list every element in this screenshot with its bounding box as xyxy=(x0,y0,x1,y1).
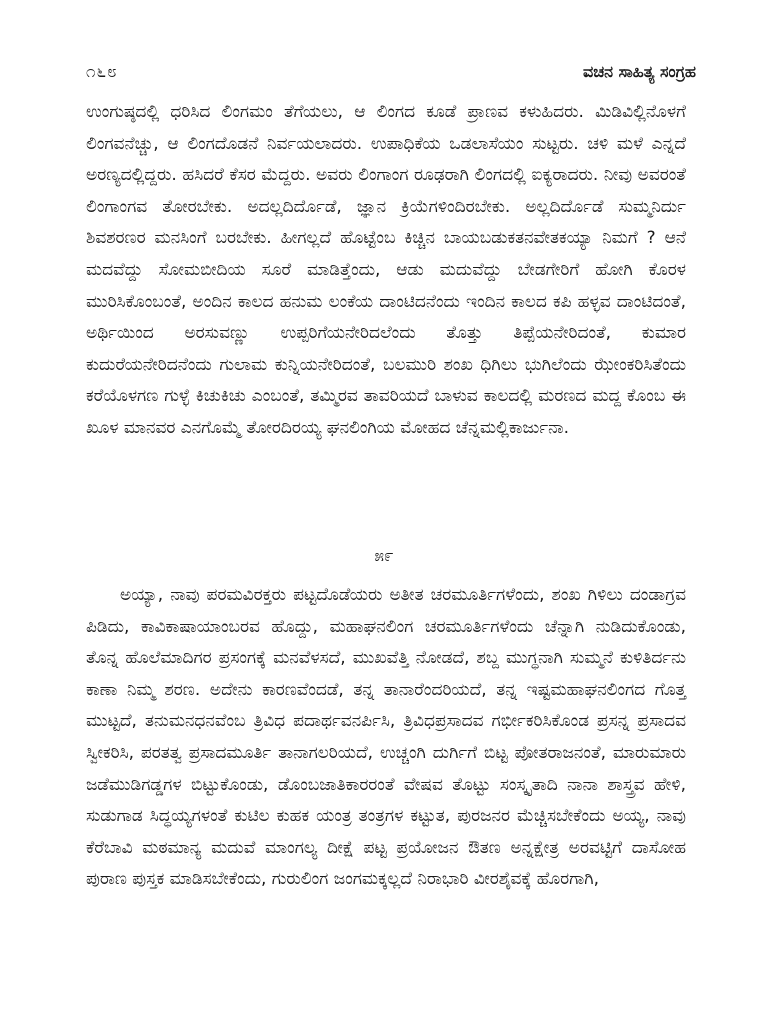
page-header xyxy=(86,62,696,86)
verse-number: ೫೯ xyxy=(374,546,394,566)
running-title: ವಚನ ಸಾಹಿತ್ಯ ಸಂಗ್ರಹ xyxy=(582,62,696,81)
verse-59-text: ಅಯ್ಯಾ, ನಾವು ಪರಮವಿರಕ್ತರು ಪಟ್ಟದೊಡೆಯರು ಅತೀತ ಚರಮೂರ್ತಿಗಳೆಂದು, ಶಂಖ ಗಿಳಿಲು ದಂಡಾಗ್ರವ ಪಿಡಿದು, ಕಾವಿಕಾಷಾಯಾಂಬರವ ಹೊದ್ದು, ಮಹಾಘನಲಿಂಗ ಚರಮೂರ್ತಿಗಳೆಂದು ಚೆನ್ನಾಗಿ ನುಡಿದುಕೊಂಡು, ತೊನ್ನ ಹೊಲೆಮಾದಿಗರ ಪ್ರಸಂಗಕ್ಕೆ ಮನವೆಳಸದೆ, ಮುಖವೆತ್ತಿ ನೋಡದೆ, ಶಬ್ದ ಮುಗ್ಧನಾಗಿ ಸುಮ್ಮನೆ ಕುಳಿತಿರ್ದನು ಕಾಣಾ ನಿಮ್ಮ ಶರಣ. ಅದೇನು ಕಾರಣವೆಂದಡೆ, ತನ್ನ ತಾನಾರೆಂದರಿಯದೆ, ತನ್ನ ಇಷ್ಟಮಹಾಘನಲಿಂಗದ ಗೊತ್ತ ಮುಟ್ಟದೆ, ತನುಮನಧನವೆಂಬ ತ್ರಿವಿಧ ಪದಾರ್ಥವನರ್ಪಿಸಿ, ತ್ರಿವಿಧಪ್ರಸಾದವ ಗರ್ಭೀಕರಿಸಿಕೊಂಡ ಪ್ರಸನ್ನ ಪ್ರಸಾದವ ಸ್ವೀಕರಿಸಿ, ಪರತತ್ವ ಪ್ರಸಾದಮೂರ್ತಿ ತಾನಾಗಲರಿಯದೆ, ಉಚ್ಚಂಗಿ ದುರ್ಗಿಗೆ ಬಿಟ್ಟ ಪೋತರಾಜನಂತೆ, ಮಾರುಮಾರು ಜಡೆಮುಡಿಗಡ್ಡಗಳ ಬಿಟ್ಟುಕೊಂಡು, ಡೊಂಬಜಾತಿಕಾರರಂತೆ ವೇಷವ ತೊಟ್ಟು ಸಂಸ್ಕೃತಾದಿ ನಾನಾ ಶಾಸ್ತ್ರವ ಹೇಳಿ, ಸುಡುಗಾಡ ಸಿದ್ಧಯ್ಯಗಳಂತೆ ಕುಟಿಲ ಕುಹಕ ಯಂತ್ರ ತಂತ್ರಗಳ ಕಟ್ಟುತ, ಪುರಜನರ ಮೆಚ್ಚಿಸಬೇಕೆಂದು ಅಯ್ಯ, ನಾವು ಕೆರೆಬಾವಿ ಮಠಮಾನ್ಯ ಮದುವೆ ಮಾಂಗಲ್ಯ ದೀಕ್ಷೆ ಪಟ್ಟ ಪ್ರಯೋಜನ ಔತಣ ಅನ್ನಕ್ಷೇತ್ರ ಅರವಟ್ಟಿಗೆ ದಾಸೋಹ ಪುರಾಣ ಪುಸ್ತಕ ಮಾಡಿಸಬೇಕೆಂದು, ಗುರುಲಿಂಗ ಜಂಗಮಕ್ಕಲ್ಲದೆ ನಿರಾಭಾರಿ ವೀರಶೈವಕ್ಕೆ ಹೊರಗಾಗಿ, xyxy=(86,585,686,890)
verse-58-continuation: ಉಂಗುಷ್ಠದಲ್ಲಿ ಧರಿಸಿದ ಲಿಂಗಮಂ ತೆಗೆಯಲು, ಆ ಲಿಂಗದ ಕೂಡೆ ಪ್ರಾಣವ ಕಳುಹಿದರು. ಮಿಡಿವಿಲ್ಲಿನೊಳಗೆ ಲಿಂಗವನೆಚ್ಚು, ಆ ಲಿಂಗದೊಡನೆ ನಿರ್ವಯಲಾದರು. ಉಪಾಧಿಕೆಯ ಒಡಲಾಸೆಯಂ ಸುಟ್ಟರು. ಚಳಿ ಮಳೆ ಎನ್ನದೆ ಅರಣ್ಯದಲ್ಲಿದ್ದರು. ಹಸಿದರೆ ಕೆಸರ ಮೆದ್ದರು. ಅವರು ಲಿಂಗಾಂಗ ರೂಢರಾಗಿ ಲಿಂಗದಲ್ಲಿ ಐಕ್ಯರಾದರು. ನೀವು ಅವರಂತೆ ಲಿಂಗಾಂಗವ ತೋರಬೇಕು. ಅದಲ್ಲದಿರ್ದೊಡೆ, ಜ್ಞಾನ ಕ್ರಿಯೆಗಳಿಂದಿರಬೇಕು. ಅಲ್ಲದಿರ್ದೊಡೆ ಸುಮ್ಮನಿರ್ದು ಶಿವಶರಣರ ಮನಸಿಂಗೆ ಬರಬೇಕು. ಹೀಗಲ್ಲದೆ ಹೊಟ್ಟೆಂಬ ಕಿಚ್ಚಿನ ಬಾಯಬಡುಕತನವೇತಕಯ್ಯಾ ನಿಮಗೆ ? ಆನೆ ಮದವೆದ್ದು ಸೋಮಬೀದಿಯ ಸೂರೆ ಮಾಡಿತ್ತೆಂದು, ಆಡು ಮದುವೆದ್ದು ಬೇಡಗೇರಿಗೆ ಹೋಗಿ ಕೊರಳ ಮುರಿಸಿಕೊಂಬಂತೆ, ಅಂದಿನ ಕಾಲದ ಹನುಮ ಲಂಕೆಯ ದಾಂಟಿದನೆಂದು ಇಂದಿನ ಕಾಲದ ಕಪಿ ಹಳ್ಳವ ದಾಂಟಿದಂತೆ, ಅರ್ಥಿಯಿಂದ ಅರಸುವಣ್ಣು ಉಪ್ಪರಿಗೆಯನೇರಿದಲೆಂದು ತೊತ್ತು ತಿಪ್ಪೆಯನೇರಿದಂತೆ, ಕುಮಾರ ಕುದುರೆಯನೇರಿದನೆಂದು ಗುಲಾಮ ಕುನ್ನಿಯನೇರಿದಂತೆ, ಬಲಮುರಿ ಶಂಖ ಧಿಗಿಲು ಭುಗಿಲೆಂದು ಝೇಂಕರಿಸಿತೆಂದು ಕರೆಯೊಳಗಣ ಗುಳ್ಳೆ ಕಿಚುಕಿಚು ಎಂಬಂತೆ, ತಮ್ಮಿರವ ತಾವರಿಯದೆ ಬಾಳುವ ಕಾಲದಲ್ಲಿ ಮರಣದ ಮದ್ದ ಕೊಂಬ ಈ ಖೂಳ ಮಾನವರ ಎನಗೊಮ್ಮೆ ತೋರದಿರಯ್ಯ ಘನಲಿಂಗಿಯ ಮೋಹದ ಚೆನ್ನಮಲ್ಲಿಕಾರ್ಜುನಾ. xyxy=(86,102,686,438)
page-number: ೧೬೮ xyxy=(86,62,118,82)
